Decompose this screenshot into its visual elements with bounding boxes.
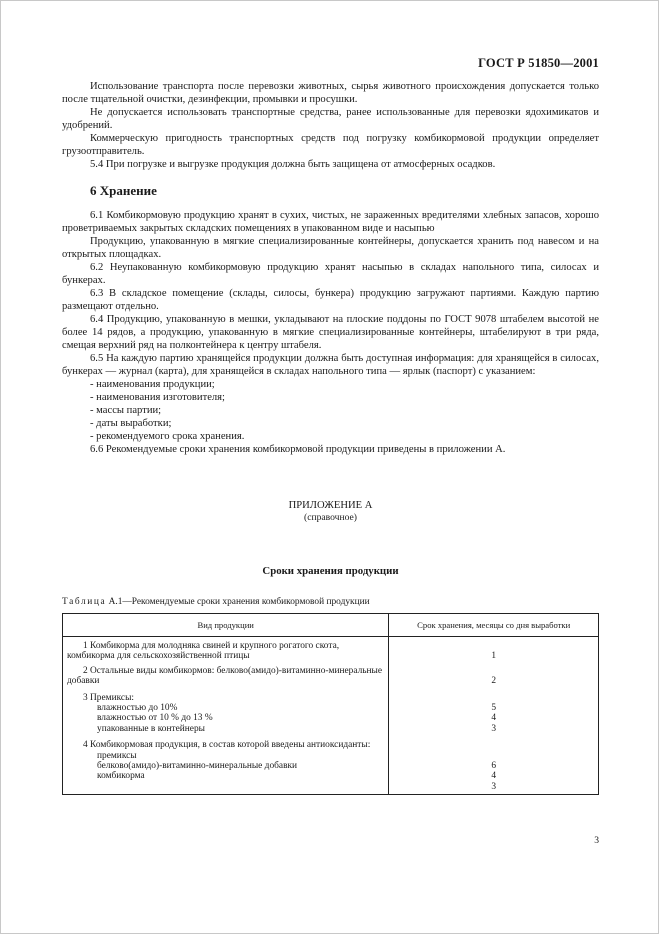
product-text: 2 Остальные виды комбикормов: белково(амидо)-витаминно-минеральные добавки	[67, 665, 382, 687]
page-number: 3	[594, 835, 599, 846]
term-value: 5	[491, 703, 497, 714]
appendix-title: ПРИЛОЖЕНИЕ А	[288, 500, 373, 511]
section-heading: 6 Хранение	[90, 183, 157, 198]
term-value: 4	[491, 771, 497, 782]
term-value: 2	[491, 675, 497, 686]
table-caption-prefix: Таблица	[62, 597, 107, 607]
paragraph: 6.3 В складское помещение (склады, силосы, бункера) продукцию загружают партиями. Каждую партию размещают отдельно.	[62, 288, 599, 312]
term-value: 3	[491, 781, 497, 792]
paragraph: 6.2 Неупакованную комбикормовую продукцию хранят насыпью в складах напольного типа, силосах и бункерах.	[62, 262, 599, 286]
term-cell	[389, 687, 599, 735]
storage-terms-table	[62, 613, 599, 795]
product-cell	[63, 637, 389, 662]
table-row	[63, 687, 599, 735]
product-cell	[63, 687, 389, 735]
appendix-header	[62, 500, 599, 524]
sub-product: упакованные в контейнеры	[97, 723, 205, 734]
term-value: 1	[491, 651, 497, 661]
sub-product: белково(амидо)-витаминно-минеральные добавки	[97, 761, 298, 772]
list-item: - наименования изготовителя;	[90, 392, 225, 403]
list-item: - рекомендуемого срока хранения.	[90, 431, 245, 442]
term-value: 6	[491, 761, 497, 772]
paragraph: 5.4 При погрузке и выгрузке продукция должна быть защищена от атмосферных осадков.	[90, 159, 496, 170]
paragraph: 6.5 На каждую партию хранящейся продукции должна быть доступная информация: для хранящейся в силосах, бункерах — журнал (карта), для хранящейся в складах напольного типа — ярлык (паспорт) с указанием:	[62, 353, 599, 377]
term-values	[393, 693, 594, 735]
appendix-subtitle: (справочное)	[304, 512, 357, 523]
product-cell	[63, 734, 389, 794]
document-body	[62, 80, 599, 795]
list-item: - массы партии;	[90, 405, 162, 416]
paragraph: Не допускается использовать транспортные средства, ранее использованные для перевозки ядохимикатов и удобрений.	[62, 107, 599, 131]
table-row	[63, 734, 599, 794]
sub-product: влажностью от 10 % до 13 %	[97, 713, 213, 724]
sub-product: комбикорма	[97, 771, 145, 782]
column-header-term: Срок хранения, месяцы со дня выработки	[389, 614, 599, 637]
group-title: 4 Комбикормовая продукция, в состав которой введены антиоксиданты:	[83, 740, 371, 751]
product-cell	[63, 662, 389, 687]
group-title: 3 Премиксы:	[83, 692, 134, 703]
paragraph: 6.1 Комбикормовую продукцию хранят в сухих, чистых, не зараженных вредителями хлебных запасов, хорошо проветриваемых закрытых складских помещениях в упакованном виде и насыпью	[62, 210, 599, 234]
paragraph: Продукцию, упакованную в мягкие специализированные контейнеры, допускается хранить под навесом и на открытых площадках.	[62, 236, 599, 260]
table-row	[63, 662, 599, 687]
term-cell	[389, 734, 599, 794]
term-value: 4	[491, 713, 497, 724]
term-cell	[389, 637, 599, 662]
table-caption	[62, 597, 599, 608]
paragraph: 6.4 Продукцию, упакованную в мешки, укладывают на плоские поддоны по ГОСТ 9078 штабелем высотой не более 14 рядов, а продукцию, упакованную в мягкие специализированные контейнеры, штабелируют в три ряда, смещая верхний ряд на полконтейнера к центру штабеля.	[62, 314, 599, 351]
table-caption-text: А.1—Рекомендуемые сроки хранения комбикормовой продукции	[106, 597, 370, 607]
paragraph: Использование транспорта после перевозки животных, сырья животного происхождения допускается только после тщательной очистки, дезинфекции, промывки и просушки.	[62, 81, 599, 105]
table-header-row	[63, 614, 599, 637]
paragraph: Коммерческую пригодность транспортных средств под погрузку комбикормовой продукции определяет грузоотправитель.	[62, 133, 599, 157]
column-header-product: Вид продукции	[63, 614, 389, 637]
document-header: ГОСТ Р 51850—2001	[478, 56, 599, 70]
term-values	[393, 740, 594, 792]
table-row	[63, 637, 599, 662]
term-cell	[389, 662, 599, 687]
table-heading: Сроки хранения продукции	[262, 565, 399, 577]
list-item: - даты выработки;	[90, 418, 172, 429]
product-text: 1 Комбикорма для молодняка свиней и крупного рогатого скота, комбикорма для сельскохозяйственной птицы	[67, 641, 340, 662]
label-contents-list	[90, 378, 599, 443]
sub-product: премиксы	[97, 750, 137, 761]
sub-product: влажностью до 10%	[97, 703, 178, 714]
term-value: 3	[491, 723, 497, 734]
list-item: - наименования продукции;	[90, 379, 215, 390]
paragraph: 6.6 Рекомендуемые сроки хранения комбикормовой продукции приведены в приложении А.	[90, 444, 506, 455]
